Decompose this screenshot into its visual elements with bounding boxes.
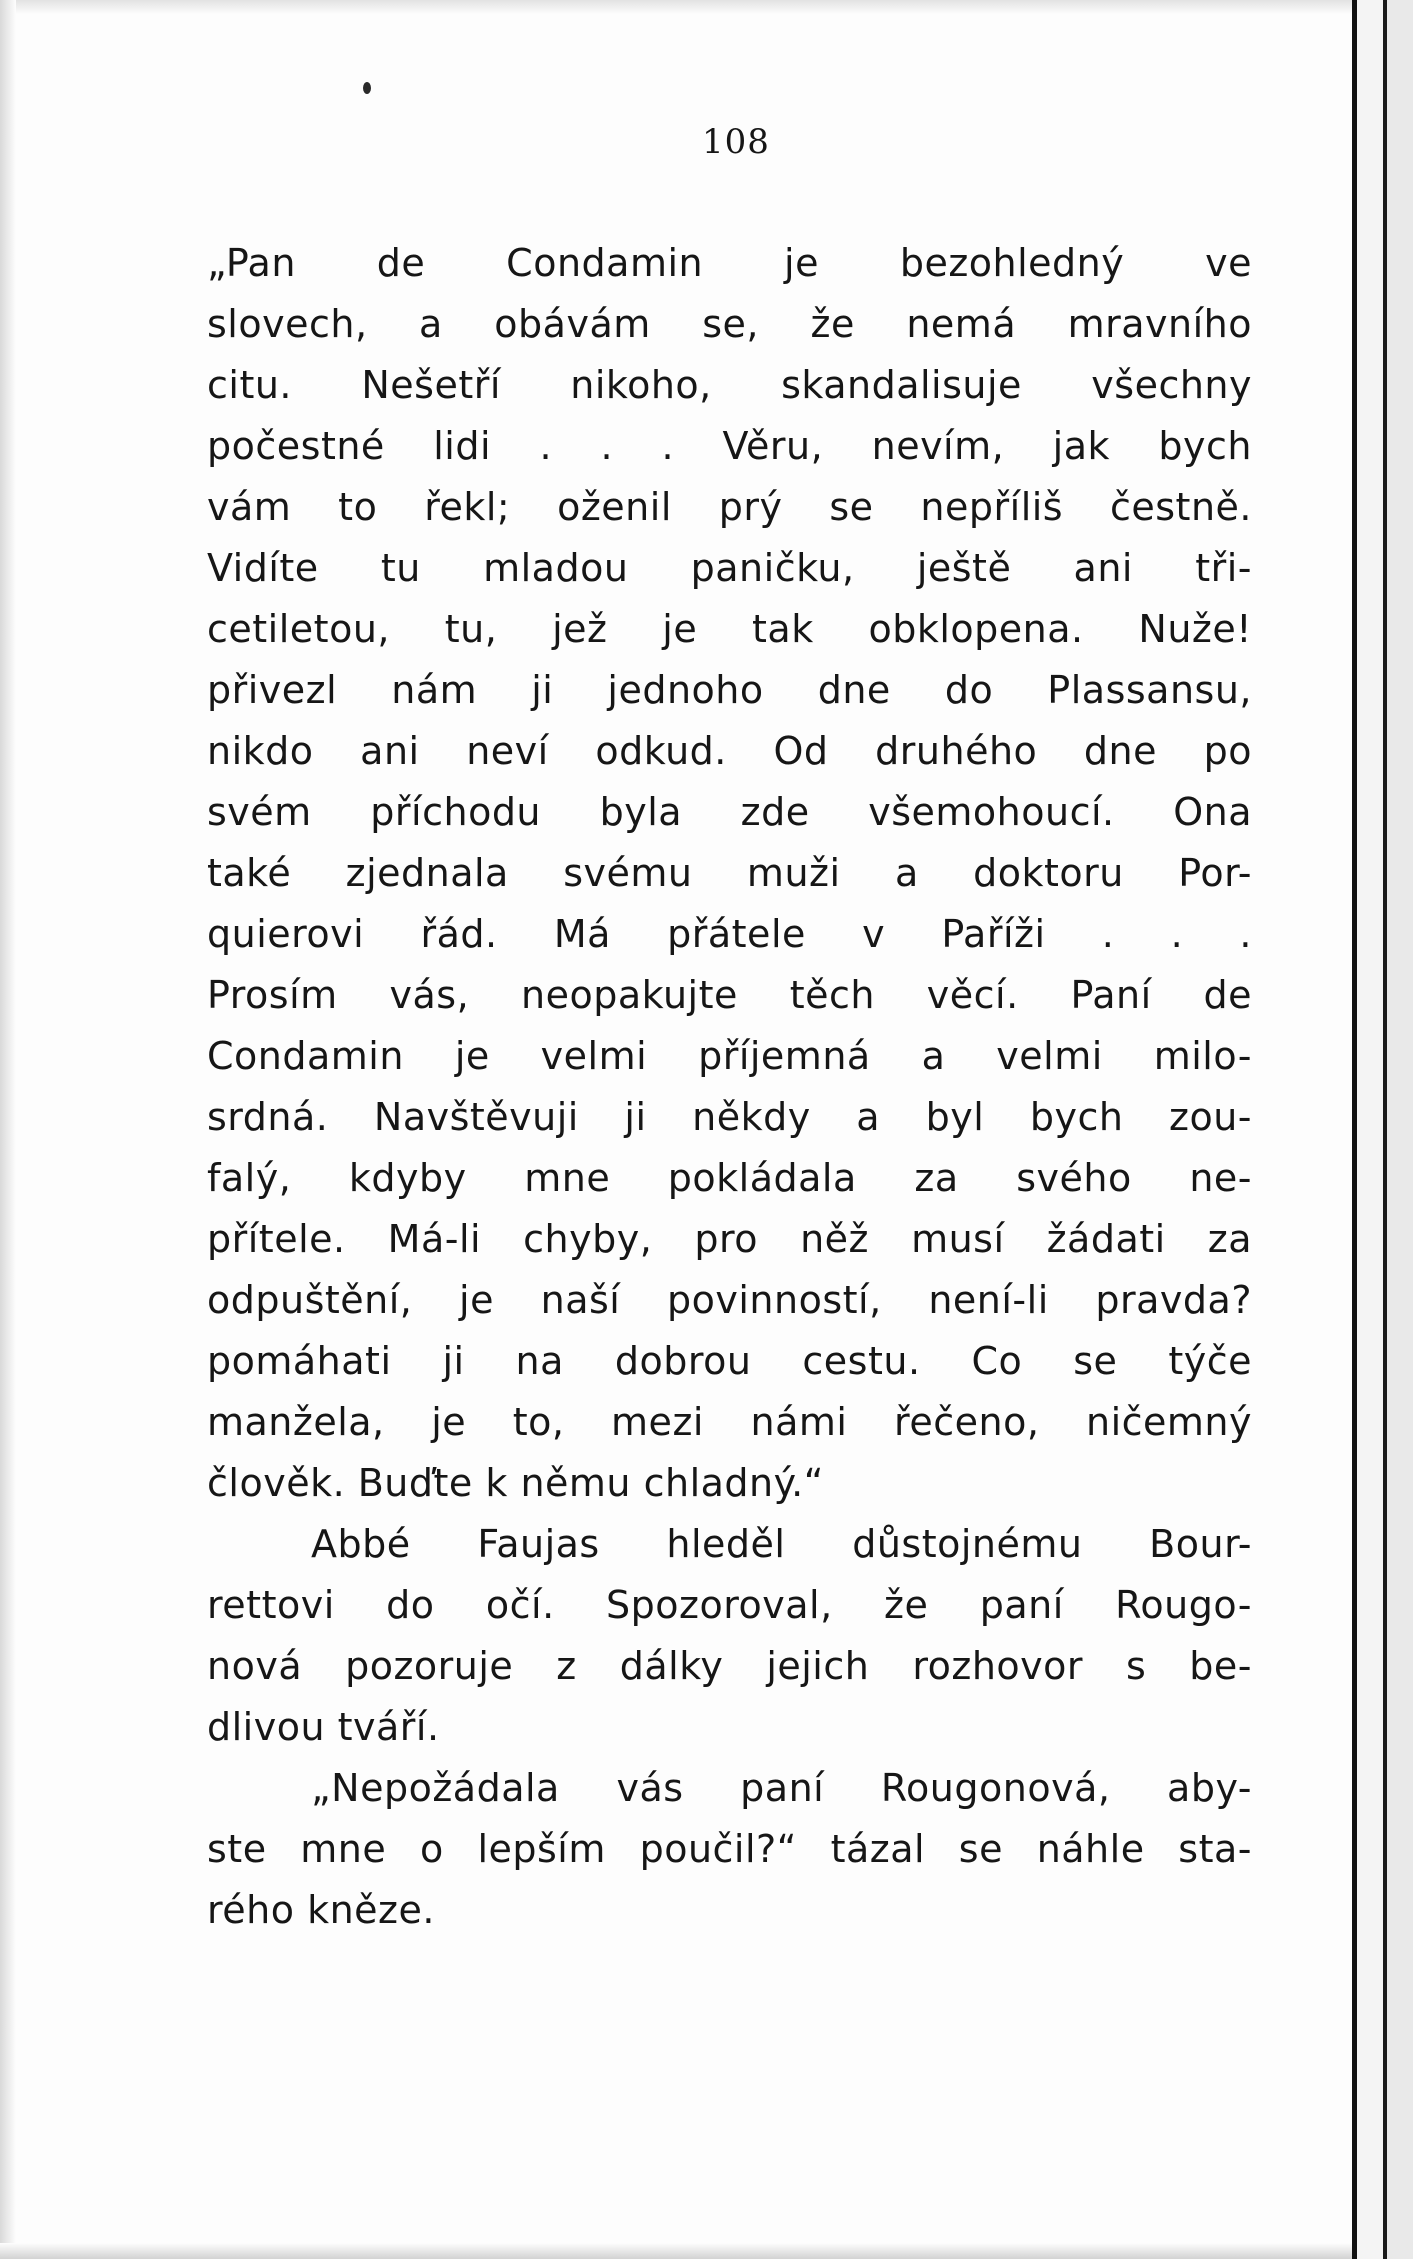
text-line: „Pan de Condamin je bezohledný ve <box>207 241 1252 285</box>
text-line: manžela, je to, mezi námi řečeno, ničemný <box>207 1400 1252 1444</box>
text-line: také zjednala svému muži a doktoru Por- <box>207 851 1252 895</box>
text-line: citu. Nešetří nikoho, skandalisuje všechny <box>207 363 1252 407</box>
ink-speck <box>363 82 371 94</box>
text-line: nová pozoruje z dálky jejich rozhovor s be- <box>207 1644 1252 1688</box>
text-line: quierovi řád. Má přátele v Paříži . . . <box>207 912 1252 956</box>
text-line: Abbé Faujas hleděl důstojnému Bour- <box>311 1522 1252 1566</box>
binding-gap <box>1357 0 1383 2259</box>
text-line: počestné lidi . . . Věru, nevím, jak bych <box>207 424 1252 468</box>
text-line: přítele. Má-li chyby, pro něž musí žádati za <box>207 1217 1252 1261</box>
text-line: falý, kdyby mne pokládala za svého ne- <box>207 1156 1252 1200</box>
text-line: přivezl nám ji jednoho dne do Plassansu, <box>207 668 1252 712</box>
text-line: ste mne o lepším poučil?“ tázal se náhle sta- <box>207 1827 1252 1871</box>
text-line: slovech, a obávám se, že nemá mravního <box>207 302 1252 346</box>
adjacent-page-strip <box>1387 0 1413 2259</box>
page-edge-top <box>0 0 1413 14</box>
text-line: cetiletou, tu, jež je tak obklopena. Nuže! <box>207 607 1252 651</box>
text-line: člověk. Buďte k němu chladný.“ <box>207 1461 824 1505</box>
text-line: rého kněze. <box>207 1888 435 1932</box>
text-line: dlivou tváří. <box>207 1705 440 1749</box>
text-line: nikdo ani neví odkud. Od druhého dne po <box>207 729 1252 773</box>
page-number: 108 <box>702 122 770 162</box>
body-text <box>207 233 1252 1941</box>
page-edge-bottom <box>0 2243 1413 2259</box>
text-line: rettovi do očí. Spozoroval, že paní Rougo- <box>207 1583 1252 1627</box>
text-line: vám to řekl; oženil prý se nepříliš čestně. <box>207 485 1252 529</box>
text-line: srdná. Navštěvuji ji někdy a byl bych zou- <box>207 1095 1252 1139</box>
text-line: Vidíte tu mladou paničku, ještě ani tři- <box>207 546 1252 590</box>
text-line: svém příchodu byla zde všemohoucí. Ona <box>207 790 1252 834</box>
page-edge-left <box>0 0 16 2259</box>
text-line: Prosím vás, neopakujte těch věcí. Paní de <box>207 973 1252 1017</box>
text-line: odpuštění, je naší povinností, není-li pravda? <box>207 1278 1252 1322</box>
text-line: pomáhati ji na dobrou cestu. Co se týče <box>207 1339 1252 1383</box>
text-line: „Nepožádala vás paní Rougonová, aby- <box>311 1766 1252 1810</box>
text-line: Condamin je velmi příjemná a velmi milo- <box>207 1034 1252 1078</box>
